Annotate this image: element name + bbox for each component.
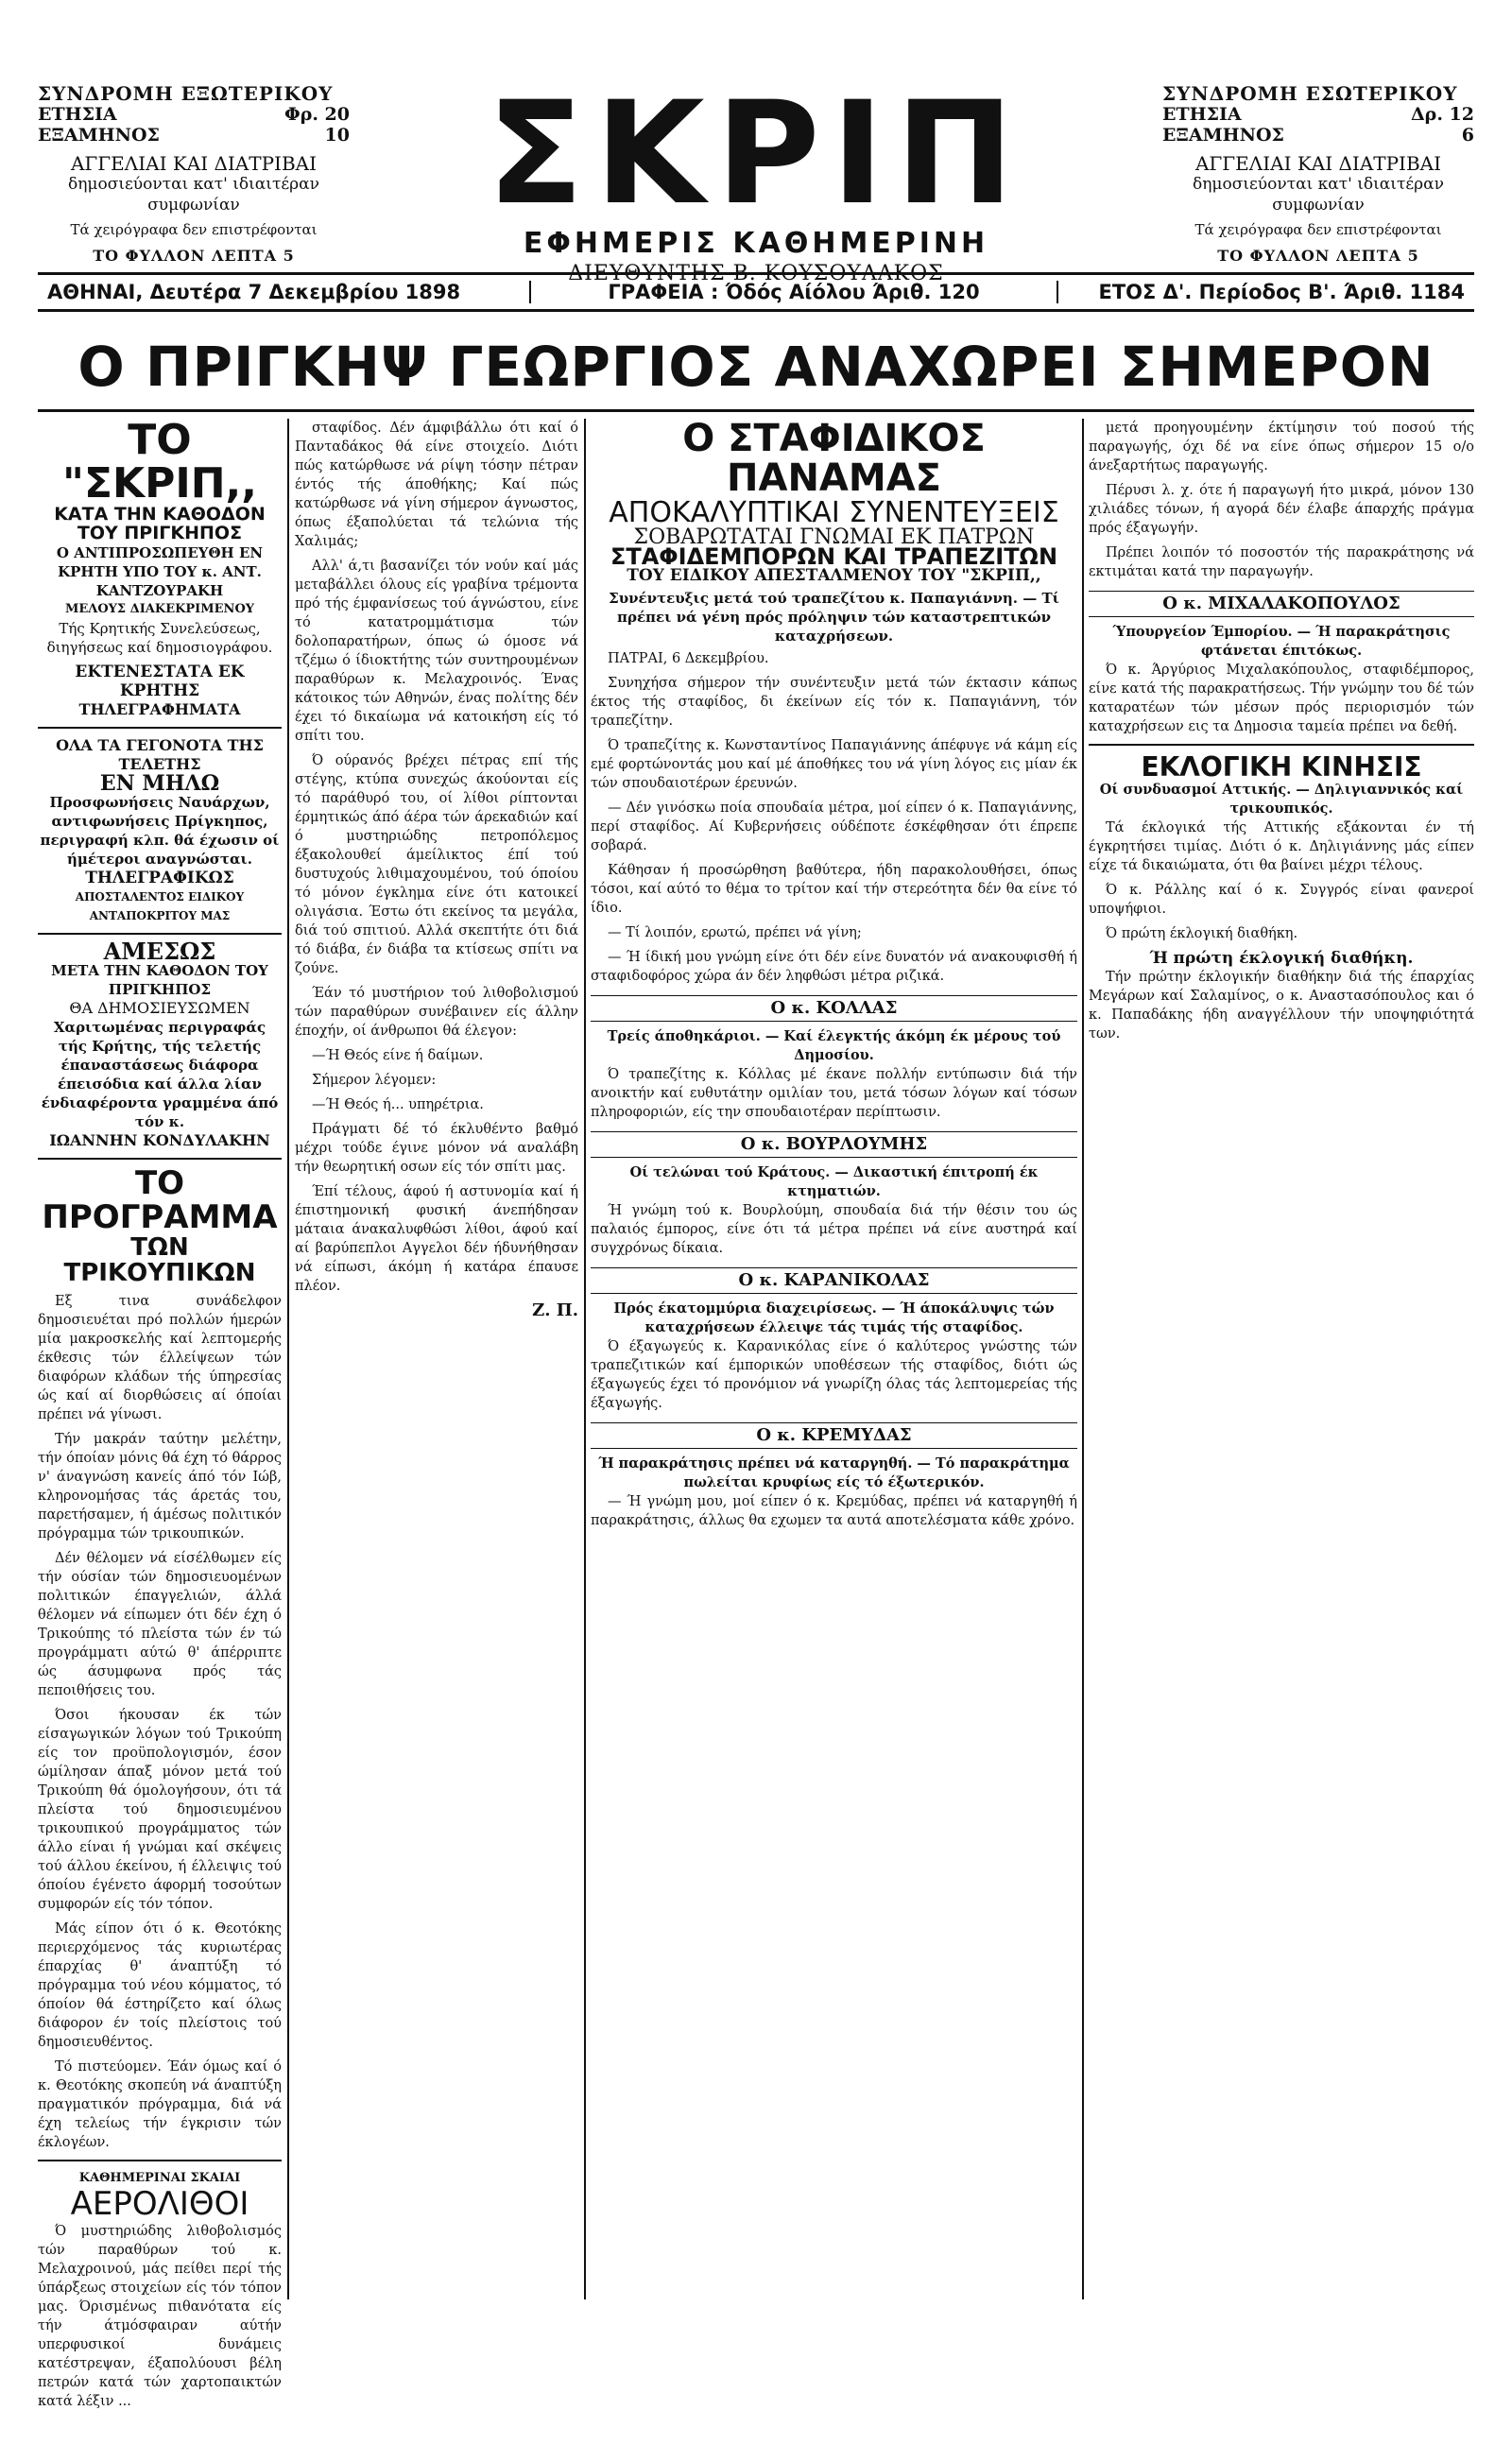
col1-line: ΜΕΛΟΥΣ ΔΙΑΚΕΚΡΙΜΕΝΟΥ <box>64 602 255 617</box>
divider <box>38 727 282 729</box>
column-3 <box>591 419 1077 2299</box>
col1-line: Ο ΑΝΤΙΠΡΟΣΩΠΕΥΘΗ ΕΝ ΚΡΗΤΗ ΥΠΟ ΤΟΥ κ. ΑΝΤ. ΚΑΝΤΖΟΥΡΑΚΗ <box>56 544 264 600</box>
price-row <box>38 125 350 146</box>
section-title: ΤΟ ΠΡΟΓΡΑΜΜΑ <box>42 1164 278 1236</box>
article-line: ΣΤΑΦΙΔΕΜΠΟΡΩΝ ΚΑΙ ΤΡΑΠΕΖΙΤΩΝ <box>610 542 1058 570</box>
paragraph: Αλλ' ά,τι βασανίζει τόν νούν καί μάς μεταβάλλει όλους είς γραβίνα τρέμοντα πρό τής έμφανίσεως τού άγνώστου, είνε τό κατατρομμάτισμα τών δολοπαρατήρων, όπως ώ όμοσε νά τζέμω ό ίδιοκτήτης τών συντηρουμένων παραθύρων κ. Μελαχροινός. Ένας κάτοικος τών Αθηνών, ένας πολίτης δέν έχει τό δικαίωμα νά κατοικήση είς τό σπίτι του. <box>295 559 578 744</box>
article-line: ΣΟΒΑΡΩΤΑΤΑΙ ΓΝΩΜΑΙ ΕΚ ΠΑΤΡΩΝ <box>633 525 1035 549</box>
subscription-box-right <box>1162 83 1474 267</box>
interview-heading: Ο κ. ΚΟΛΛΑΣ <box>591 995 1077 1022</box>
ads-line: δημοσιεύονται κατ' ιδιαιτέραν συμφωνίαν <box>1193 175 1444 215</box>
subscription-title: ΣΥΝΔΡΟΜΗ ΕΣΩΤΕΡΙΚΟΥ <box>1162 82 1458 105</box>
paragraph: Τήν πρώτην έκλογικήν διαθήκην διά τής έπαρχίας Μεγάρων καί Σαλαμίνος, ο κ. Αναστασόπουλος και ό κ. Παπαδάκης ήδη αναγγέλλουν τήν υποψηφιότητά των. <box>1089 970 1474 1042</box>
paragraph: — Ή ίδική μου γνώμη είνε ότι δέν είνε δυνατόν νά ανακουφισθή ή σταφιδοφόρος χώρα άν δέν ληφθώσι μέτρα ριζικά. <box>591 949 1077 984</box>
col1-line: ΙΩΑΝΝΗΝ ΚΟΝΔΥΛΑΚΗΝ <box>49 1131 270 1150</box>
article-line: Συνέντευξις μετά τού τραπεζίτου κ. Παπαγιάννη. — Τί πρέπει νά γένη πρός πρόληψιν τών καταστρεπτικών καταχρήσεων. <box>609 589 1059 645</box>
article-line: ΤΟΥ ΕΙΔΙΚΟΥ ΑΠΕΣΤΑΛΜΕΝΟΥ ΤΟΥ "ΣΚΡΙΠ,, <box>627 565 1041 585</box>
paragraph: Τό πιστεύομεν. Έάν όμως καί ό κ. Θεοτόκης σκοπεύη νά άναπτύξη πραγματικόν πρόγραμμα, διά νά έχη τελείως τήν έγκρισιν τών έκλογέων. <box>38 2059 282 2151</box>
paragraph: Πράγματι δέ τό έκλυθέντο βαθμό μέχρι τούδε έγινε μόνον νά αναλάβη τήν θεωρητική οσων είς τόν σπίτι μας. <box>295 1122 578 1175</box>
paragraph: Δέν θέλομεν νά είσέλθωμεν είς τήν ούσίαν τών δημοσιευομένων πολιτικών έπαγγελιών, άλλά θέλομεν νά είπωμεν ότι δέν έχη ό Τρικούπης τό πλείστα τών έν τώ προγράμματι αύτώ θ' άπέρριπτε ώς άσυμφωνα πρός τάς πεποιθήσεις του. <box>38 1551 282 1699</box>
section-title: ΕΚΛΟΓΙΚΗ ΚΙΝΗΣΙΣ <box>1141 751 1422 783</box>
dateline-bar <box>38 272 1474 312</box>
price-label: ΕΞΑΜΗΝΟΣ <box>38 125 160 146</box>
interview-heading: Ο κ. ΚΑΡΑΝΙΚΟΛΑΣ <box>591 1267 1077 1294</box>
small-heading: ΚΑΘΗΜΕΡΙΝΑΙ ΣΚΑΙΑΙ <box>78 2171 241 2186</box>
column-2 <box>295 419 578 2299</box>
col1-line: ΟΛΑ ΤΑ ΓΕΓΟΝΟΤΑ ΤΗΣ ΤΕΛΕΤΗΣ <box>56 736 264 774</box>
article-subtitle: ΑΠΟΚΑΛΥΠΤΙΚΑΙ ΣΥΝΕΝΤΕΥΞΕΙΣ <box>609 496 1059 529</box>
paragraph: ΠΑΤΡΑΙ, 6 Δεκεμβρίου. <box>608 650 769 666</box>
subscription-box-left <box>38 83 350 267</box>
price-value: 10 <box>324 125 350 146</box>
paragraph: Ή γνώμη τού κ. Βουρλούμη, σπουδαία διά τήν θέσιν του ώς παλαιός έμπορος, είνε ότι τά μέτρα πρέπει νά είνε αυστηρά καί συγχρόνως δίκαια. <box>591 1202 1077 1256</box>
ads-note: Τά χειρόγραφα δεν επιστρέφονται <box>70 221 318 238</box>
paragraph: Έπί τέλους, άφού ή αστυνομία καί ή έπιστημονική φυσική άνεπήδησαν μάταια άνακαλυφθώσι λίθοι, άφού καί αί βαρύπεπλοι Αγγελοι δέν ήδυνήθησαν νά είπωσι, άκόμη ή κατάρα έπαυσε πλέον. <box>295 1184 578 1294</box>
paragraph: Ό έξαγωγεύς κ. Καρανικόλας είνε ό καλύτερος γνώστης τών τραπεζιτικών καί έμπορικών υποθέσεων τής σταφίδος, διότι ώς έξαγωγεύς έχει τό προνόμιον νά γνωρίζη όλας τάς λεπτομερείας τής έξαγωγής. <box>591 1338 1077 1411</box>
divider <box>38 933 282 935</box>
col1-line: ΘΑ ΔΗΜΟΣΙΕΥΣΩΜΕΝ <box>69 999 250 1018</box>
paragraph: Τήν μακράν ταύτην μελέτην, τήν όποίαν μόνις θά έχη τό θάρρος ν' άναγνώση κανείς άπό τόν Ιώβ, κληρονομήσας τάς άρετάς του, παρετήσαμεν, ή άμέσως πολιτικόν πρόγραμμα τών τρικουπικών. <box>38 1432 282 1542</box>
col1-line: Προσφωνήσεις Ναυάρχων, αντιφωνήσεις Πρίγκηπος, περιγραφή κλπ. θά έχωσιν οί ήμέτεροι αναγνώσται. <box>40 794 280 869</box>
section-subtitle: Οί συνδυασμοί Αττικής. — Δηλιγιαννικός καί τρικουπικός. <box>1099 782 1464 818</box>
column-divider <box>1082 419 1084 2299</box>
title-block <box>397 72 1115 285</box>
column-1 <box>38 416 282 2409</box>
price-label: ΕΤΗΣΙΑ <box>1162 104 1242 125</box>
paragraph: Τά έκλογικά τής Αττικής εξάκονται έν τή έγκρητήσει τιμίας. Διότι ό κ. Δηλιγιάννης μάς είπεν είχε τά δικαιώματα, ότι θα βαίνει μέχρι τέλους. <box>1089 820 1474 874</box>
paragraph: Ό τραπεζίτης κ. Κωνσταντίνος Παπαγιάννης άπέφυγε νά κάμη είς εμέ φορτώνοντάς μου καί μέ άποθήκες του νά γίνη λόγος εις μίαν έκ τών σπουδαιοτέρων έρευνών. <box>591 737 1077 791</box>
issue-price: ΤΟ ΦΥΛΛΟΝ ΛΕΠΤΑ 5 <box>93 247 295 265</box>
paragraph: — Τί λοιπόν, ερωτώ, πρέπει νά γίνη; <box>608 924 862 940</box>
masthead <box>38 72 1474 285</box>
paragraph: —Ή Θεός είνε ή δαίμων. <box>312 1048 484 1063</box>
col1-line: ΑΜΕΣΩΣ <box>103 938 216 966</box>
divider <box>38 1158 282 1160</box>
paragraph: Ό πρώτη έκλογική διαθήκη. <box>1106 926 1298 942</box>
paragraph: Έάν τό μυστήριον τού λιθοβολισμού τών παραθύρων συνέβαινεν είς άλλην έποχήν, οί άνθρωποι θά έλεγον: <box>295 986 578 1039</box>
main-headline: Ο ΠΡΙΓΚΗΨ ΓΕΩΡΓΙΟΣ ΑΝΑΧΩΡΕΙ ΣΗΜΕΡΟΝ <box>38 324 1474 412</box>
col1-line: Χαριτωμένας περιγραφάς τής Κρήτης, τής τελετής έπαναστάσεως διάφορα έπεισόδια καί άλλα λίαν ένδιαφέροντα γραμμένα άπό τόν κ. <box>41 1019 279 1131</box>
paragraph: Ό κ. Άργύριος Μιχαλακόπουλος, σταφιδέμπορος, είνε κατά τής παρακρατήσεως. Τήν γνώμην του δέ τών καταρατέων τών μέσων πρός περιορισμόν τών καταχρήσεων εις τα Δημοσια ταμεία πρέπει να δεθή. <box>1089 663 1474 734</box>
divider <box>1089 744 1474 746</box>
price-value: Δρ. 12 <box>1410 104 1474 125</box>
interview-subheading: Τρείς άποθηκάριοι. — Καί έλεγκτής άκόμη έκ μέρους τού Δημοσίου. <box>607 1027 1061 1063</box>
paragraph: Ό κ. Ράλλης καί ό κ. Συγγρός είναι φανεροί υποψήφιοι. <box>1089 883 1474 918</box>
col1-line: ΤΗΛΕΓΡΑΦΙΚΩΣ <box>85 869 234 888</box>
col1-line: ΜΕΤΑ ΤΗΝ ΚΑΘΟΔΟΝ ΤΟΥ ΠΡΙΓΚΗΠΟΣ <box>51 962 268 999</box>
interview-heading: Ο κ. ΚΡΕΜΥΔΑΣ <box>591 1422 1077 1449</box>
paragraph: Πέρυσι λ. χ. ότε ή παραγωγή ήτο μικρά, μόνον 130 χιλιάδες τόνων, ή αγορά δέν έλαβε άπαρχής πράγμα πρός έξαγωγήν. <box>1089 483 1474 536</box>
ads-line: δημοσιεύονται κατ' ιδιαιτέραν συμφωνίαν <box>68 175 319 215</box>
author-signature: Ζ. Π. <box>532 1300 578 1320</box>
price-label: ΕΞΑΜΗΝΟΣ <box>1162 125 1284 146</box>
date-text: ΑΘΗΝΑΙ, Δευτέρα 7 Δεκεμβρίου 1898 <box>38 281 531 303</box>
ads-title: ΑΓΓΕΛΙΑΙ ΚΑΙ ΔΙΑΤΡΙΒΑΙ <box>1194 152 1441 175</box>
paragraph: Πρέπει λοιπόν τό ποσοστόν τής παρακράτησης νά εκτιμάται κατά την παραγωγήν. <box>1089 545 1474 579</box>
col1-line: ΤΗΛΕΓΡΑΦΗΜΑΤΑ <box>78 700 241 719</box>
ads-title: ΑΓΓΕΛΙΑΙ ΚΑΙ ΔΙΑΤΡΙΒΑΙ <box>70 152 317 175</box>
interview-subheading: Ύπουργείον Έμπορίου. — Ή παρακράτησις φτάνεται έπιτόκως. <box>1112 624 1451 659</box>
interview-heading: Ο κ. ΜΙΧΑΛΑΚΟΠΟΥΛΟΣ <box>1089 591 1474 617</box>
price-label: ΕΤΗΣΙΑ <box>38 104 117 125</box>
paragraph: Συνηχήσα σήμερον τήν συνέντευξιν μετά τών έκτασιν κάπως έκτος τής σταφίδος, δι έκείνων είς τόν κ. Παπαγιάννη, τόν τραπεζίτην. <box>591 675 1077 729</box>
section-title: ΑΕΡΟΛΙΘΟΙ <box>70 2185 249 2224</box>
newspaper-title: ΣΚΡΙΠ <box>487 72 1025 236</box>
office-address: ΓΡΑΦΕΙΑ : Όδός Αίόλου Άριθ. 120 <box>531 281 1058 303</box>
price-value: Φρ. 20 <box>284 104 350 125</box>
director-line: ΔΙΕΥΘΥΝΤΗΣ Β. ΚΟΥΣΟΥΛΑΚΟΣ <box>568 262 944 285</box>
price-row <box>1162 125 1474 146</box>
section-subtitle: ΤΩΝ ΤΡΙΚΟΥΠΙΚΩΝ <box>63 1232 256 1287</box>
col1-line: Τής Κρητικής Συνελεύσεως, διηγήσεως καί δημοσιογράφου. <box>46 620 273 657</box>
price-row <box>1162 104 1474 125</box>
newspaper-page <box>38 72 1474 2409</box>
col1-line: ΕΝ ΜΗΛΩ <box>99 771 220 797</box>
price-value: 6 <box>1461 125 1474 146</box>
divider <box>38 2160 282 2161</box>
paragraph: Όσοι ήκουσαν έκ τών είσαγωγικών λόγων τού Τρικούπη είς τον προϋπολογισμόν, έσον ώμίλησαν άπαξ μόνον μετά τού Τρικούπη θά όμολογήσουν, ότι τά πλείστα τού δημοσιευμένου τρικουπικού προγράμματος τών άλλο είναι ή γνώμαι καί σκέψεις τού άλλου έκείνου, ή έλλειψις τού όποίου έγένετο άφορμή τοσούτων συμφορών είς τόν τόπον. <box>38 1708 282 1913</box>
col1-line: ΑΠΟΣΤΑΛΕΝΤΟΣ ΕΙΔΙΚΟΥ ΑΝΤΑΠΟΚΡΙΤΟΥ ΜΑΣ <box>75 890 245 923</box>
paragraph: Εξ τινα συνάδελφον δημοσιευέται πρό πολλών ήμερών μία μακροσκελής καί λεπτομερής έκθεσις τών έλλείψεων τών διαφόρων κλάδων τής ύπηρεσίας ώς καί αί διορθώσεις αί όποίαι πρέπει νά γίνωσι. <box>38 1294 282 1423</box>
paragraph: Ό ούρανός βρέχει πέτρας επί τής στέγης, κτύπα συνεχώς άκούονται είς τό παράθυρό του, οί λίθοι ρίπτονται έρμητικώς άπό άέρα τών άρεκαδιών καί ό μυστηριώδης πετροπόλεμος έξακολουθεί άμείλικτος έπί τού δυστυχούς λιθιμαχουμένου, τού όποίου τό μόνον έγκλημα είνε ότι κατοικεί ολιγάσια. Έστω ότι εκείνος τα μεγάλα, διά τού σπιτιού. Αλλά σκεπτήτε ότι διά τό διάβα, έν διάβα τα κτίσεως σπίτι να ζούνε. <box>295 753 578 976</box>
paragraph: σταφίδος. Δέν άμφιβάλλω ότι καί ό Πανταδάκος θά είνε στοιχείο. Διότι πώς κατώρθωσε νά ρίψη τόσην πέτραν έντός τής άποθήκης; Καί πώς κατώρθωσε νά γίνη σήμερον άγνωστος, όπως έξαπολύεται τά τελώνια τής Χαλιμάς; <box>295 421 578 549</box>
paragraph: Ό τραπεζίτης κ. Κόλλας μέ έκανε πολλήν εντύπωσιν διά τήν ανοικτήν καί ευθυτάτην ομιλίαν του, μετά τόσων λόγων καί τόσων πληροφοριών, είς την σπουδαιοτέραν περίπτωσιν. <box>591 1066 1077 1120</box>
paragraph: Κάθησαν ή προσώρθηση βαθύτερα, ήδη παρακολουθήσει, όπως τόσοι, καί αύτό το θέμα το τρίτον καί τήν στερεότητα δέν θα είνε τό ίδιο. <box>591 862 1077 916</box>
interview-subheading: Ή παρακράτησις πρέπει νά καταργηθή. — Τό παρακράτημα πωλείται κρυφίως είς τό έξωτερικόν. <box>598 1455 1070 1490</box>
column-divider <box>584 419 586 2299</box>
banner-subtitle: ΚΑΤΑ ΤΗΝ ΚΑΘΟΔΟΝ ΤΟΥ ΠΡΙΓΚΗΠΟΣ <box>54 504 266 544</box>
subscription-title: ΣΥΝΔΡΟΜΗ ΕΞΩΤΕΡΙΚΟΥ <box>38 82 334 105</box>
col1-line: ΕΚΤΕΝΕΣΤΑΤΑ ΕΚ ΚΡΗΤΗΣ <box>75 663 245 701</box>
paragraph: Σήμερον λέγομεν: <box>312 1073 437 1088</box>
ads-note: Τά χειρόγραφα δεν επιστρέφονται <box>1194 221 1442 238</box>
interview-subheading: Πρός έκατομμύρια διαχειρίσεως. — Ή άποκάλυψις τών καταχρήσεων έλλειψε τάς τιμάς τής σταφίδος. <box>613 1300 1055 1335</box>
interview-heading: Ο κ. ΒΟΥΡΛΟΥΜΗΣ <box>591 1131 1077 1158</box>
interview-subheading: Οί τελώναι τού Κράτους. — Δικαστική έπιτροπή έκ κτηματιών. <box>629 1163 1039 1199</box>
skrip-banner: ΤΟ "ΣΚΡΙΠ,, <box>62 416 257 508</box>
issue-price: ΤΟ ΦΥΛΛΟΝ ΛΕΠΤΑ 5 <box>1217 247 1419 265</box>
paragraph: —Ή Θεός ή... υπηρέτρια. <box>312 1097 484 1112</box>
column-4 <box>1089 419 1474 2299</box>
paragraph: Ό μυστηριώδης λιθοβολισμός τών παραθύρων τού κ. Μελαχροινού, μάς πείθει περί τής ύπάρξεως στοιχείων είς τόν τόπον μας. Όρισμένως πιθανότατα είς τήν άτμόσφαιραν αύτήν υπερφυσικοί δυνάμεις κατέστρεψαν, έξαπολύουσι βέλη πετρών κατά τών χαρτοπαικτών κατά λέξιν ... <box>38 2223 282 2409</box>
paragraph: Μάς είπον ότι ό κ. Θεοτόκης περιερχόμενος τάς κυριωτέρας έπαρχίας θ' άναπτύξη τό πρόγραμμα τού νέου κόμματος, τό όποίον θά έστηρίζετο καί όλως διάφορον έν τοίς πλείστοις τού δημοσιευθέντος. <box>38 1921 282 2051</box>
price-row <box>38 104 350 125</box>
newspaper-subtitle: ΕΦΗΜΕΡΙΣ ΚΑΘΗΜΕΡΙΝΗ <box>523 227 989 260</box>
subsection-heading: Ή πρώτη έκλογική διαθήκη. <box>1149 949 1414 969</box>
paragraph: μετά προηγουμένην έκτίμησιν τού ποσού τής παραγωγής, όχι δέ να είνε όπως σήμερον 15 ο/ο άνεξαρτήτως παραγωγής. <box>1089 421 1474 474</box>
column-divider <box>287 419 289 2299</box>
paragraph: — Δέν γινόσκω ποία σπουδαία μέτρα, μοί είπεν ό κ. Παπαγιάννης, περί σταφίδος. Αί Κυβερνήσεις ούδέποτε έσκέφθησαν ότι έπρεπε σοβαρά. <box>591 800 1077 853</box>
article-title: Ο ΣΤΑΦΙΔΙΚΟΣ ΠΑΝΑΜΑΣ <box>682 417 986 500</box>
paragraph: — Ή γνώμη μου, μοί είπεν ό κ. Κρεμύδας, πρέπει νά καταργηθή ή παρακράτησις, άλλως θα εχωμεν τα αυτά αποτελέσματα κάθε χρόνο. <box>591 1493 1077 1528</box>
issue-number: ΕΤΟΣ Δ'. Περίοδος Β'. Άριθ. 1184 <box>1098 281 1465 303</box>
